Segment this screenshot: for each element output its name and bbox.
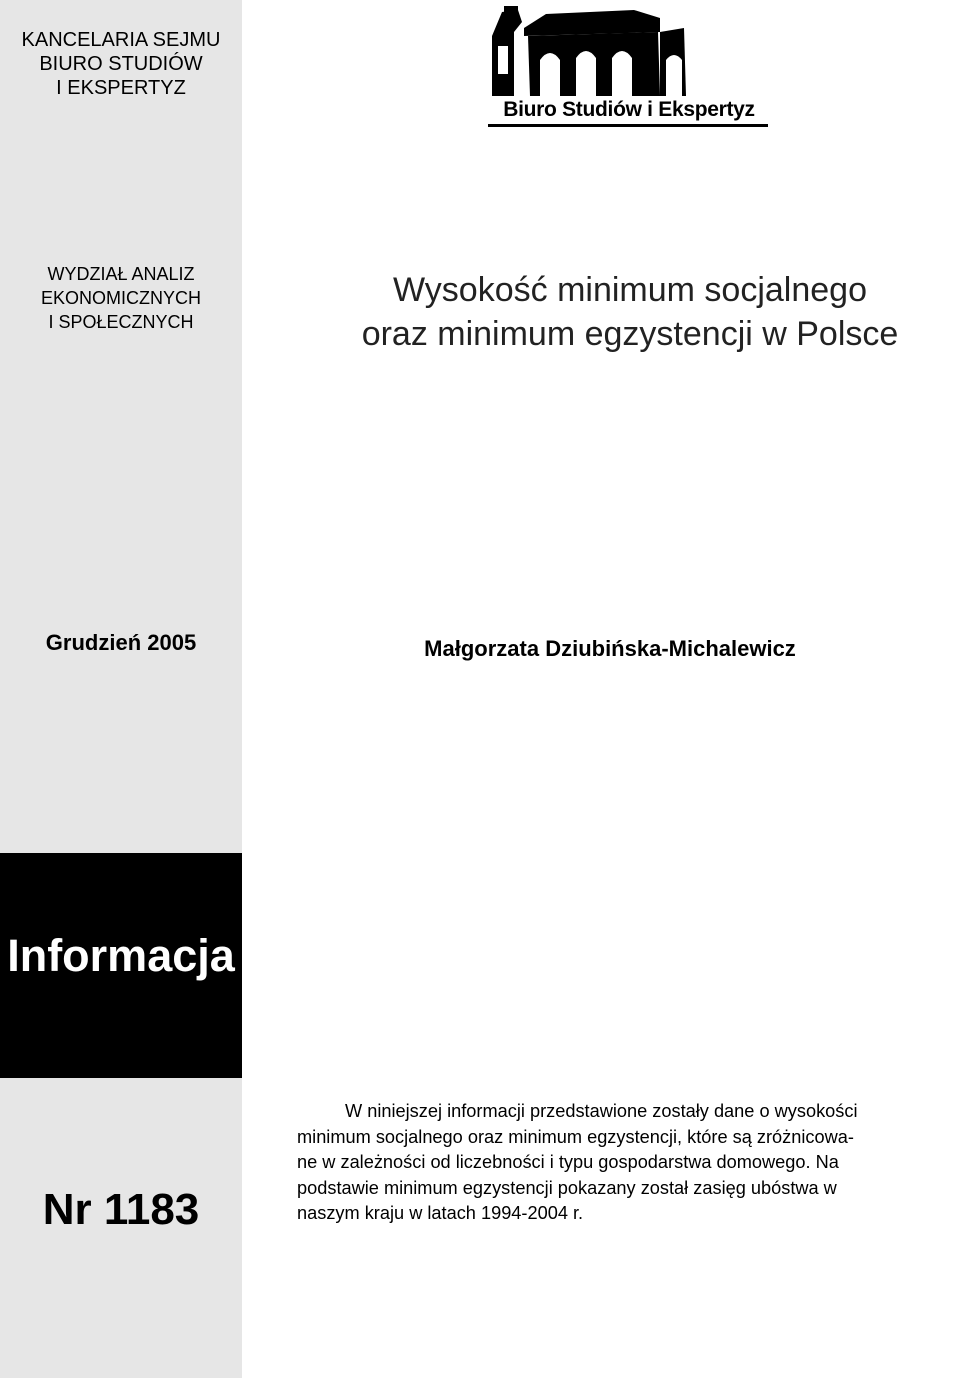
document-title: [300, 268, 960, 356]
abstract: [297, 1099, 960, 1227]
office-line-1: KANCELARIA SEJMU: [21, 29, 221, 51]
department-line-3: I SPOŁECZNYCH: [48, 312, 194, 332]
document-number: Nr 1183: [42, 1185, 200, 1234]
author-name: Małgorzata Dziubińska-Michalewicz: [424, 636, 796, 661]
abstract-line-3: ne w zależności od liczebności i typu gospodarstwa domowego. Na: [297, 1152, 839, 1172]
abstract-line-5: naszym kraju w latach 1994-2004 r.: [297, 1203, 584, 1223]
logo-underline: [488, 124, 768, 127]
office-line-2: BIURO STUDIÓW: [39, 53, 203, 75]
sidebar: [0, 0, 242, 1378]
abstract-line-2: minimum socjalnego oraz minimum egzystencji, które są zróżnicowa-: [297, 1126, 854, 1147]
abstract-line-1: W niniejszej informacji przedstawione zostały dane o wysokości: [345, 1101, 858, 1121]
publication-date: Grudzień 2005: [45, 630, 197, 655]
title-line-2: oraz minimum egzystencji w Polsce: [361, 315, 899, 353]
department-line-1: WYDZIAŁ ANALIZ: [47, 264, 195, 284]
abstract-line-4: podstawie minimum egzystencji pokazany został zasięg ubóstwa w: [297, 1177, 837, 1198]
office-name: [0, 28, 242, 100]
department-line-2: EKONOMICZNYCH: [40, 288, 201, 308]
office-line-3: I EKSPERTYZ: [56, 77, 186, 99]
doc-type-label: Informacja: [7, 930, 235, 981]
title-line-1: Wysokość minimum socjalnego: [393, 271, 867, 309]
logo-caption: Biuro Studiów i Ekspertyz: [503, 98, 755, 121]
department-name: [0, 262, 242, 334]
